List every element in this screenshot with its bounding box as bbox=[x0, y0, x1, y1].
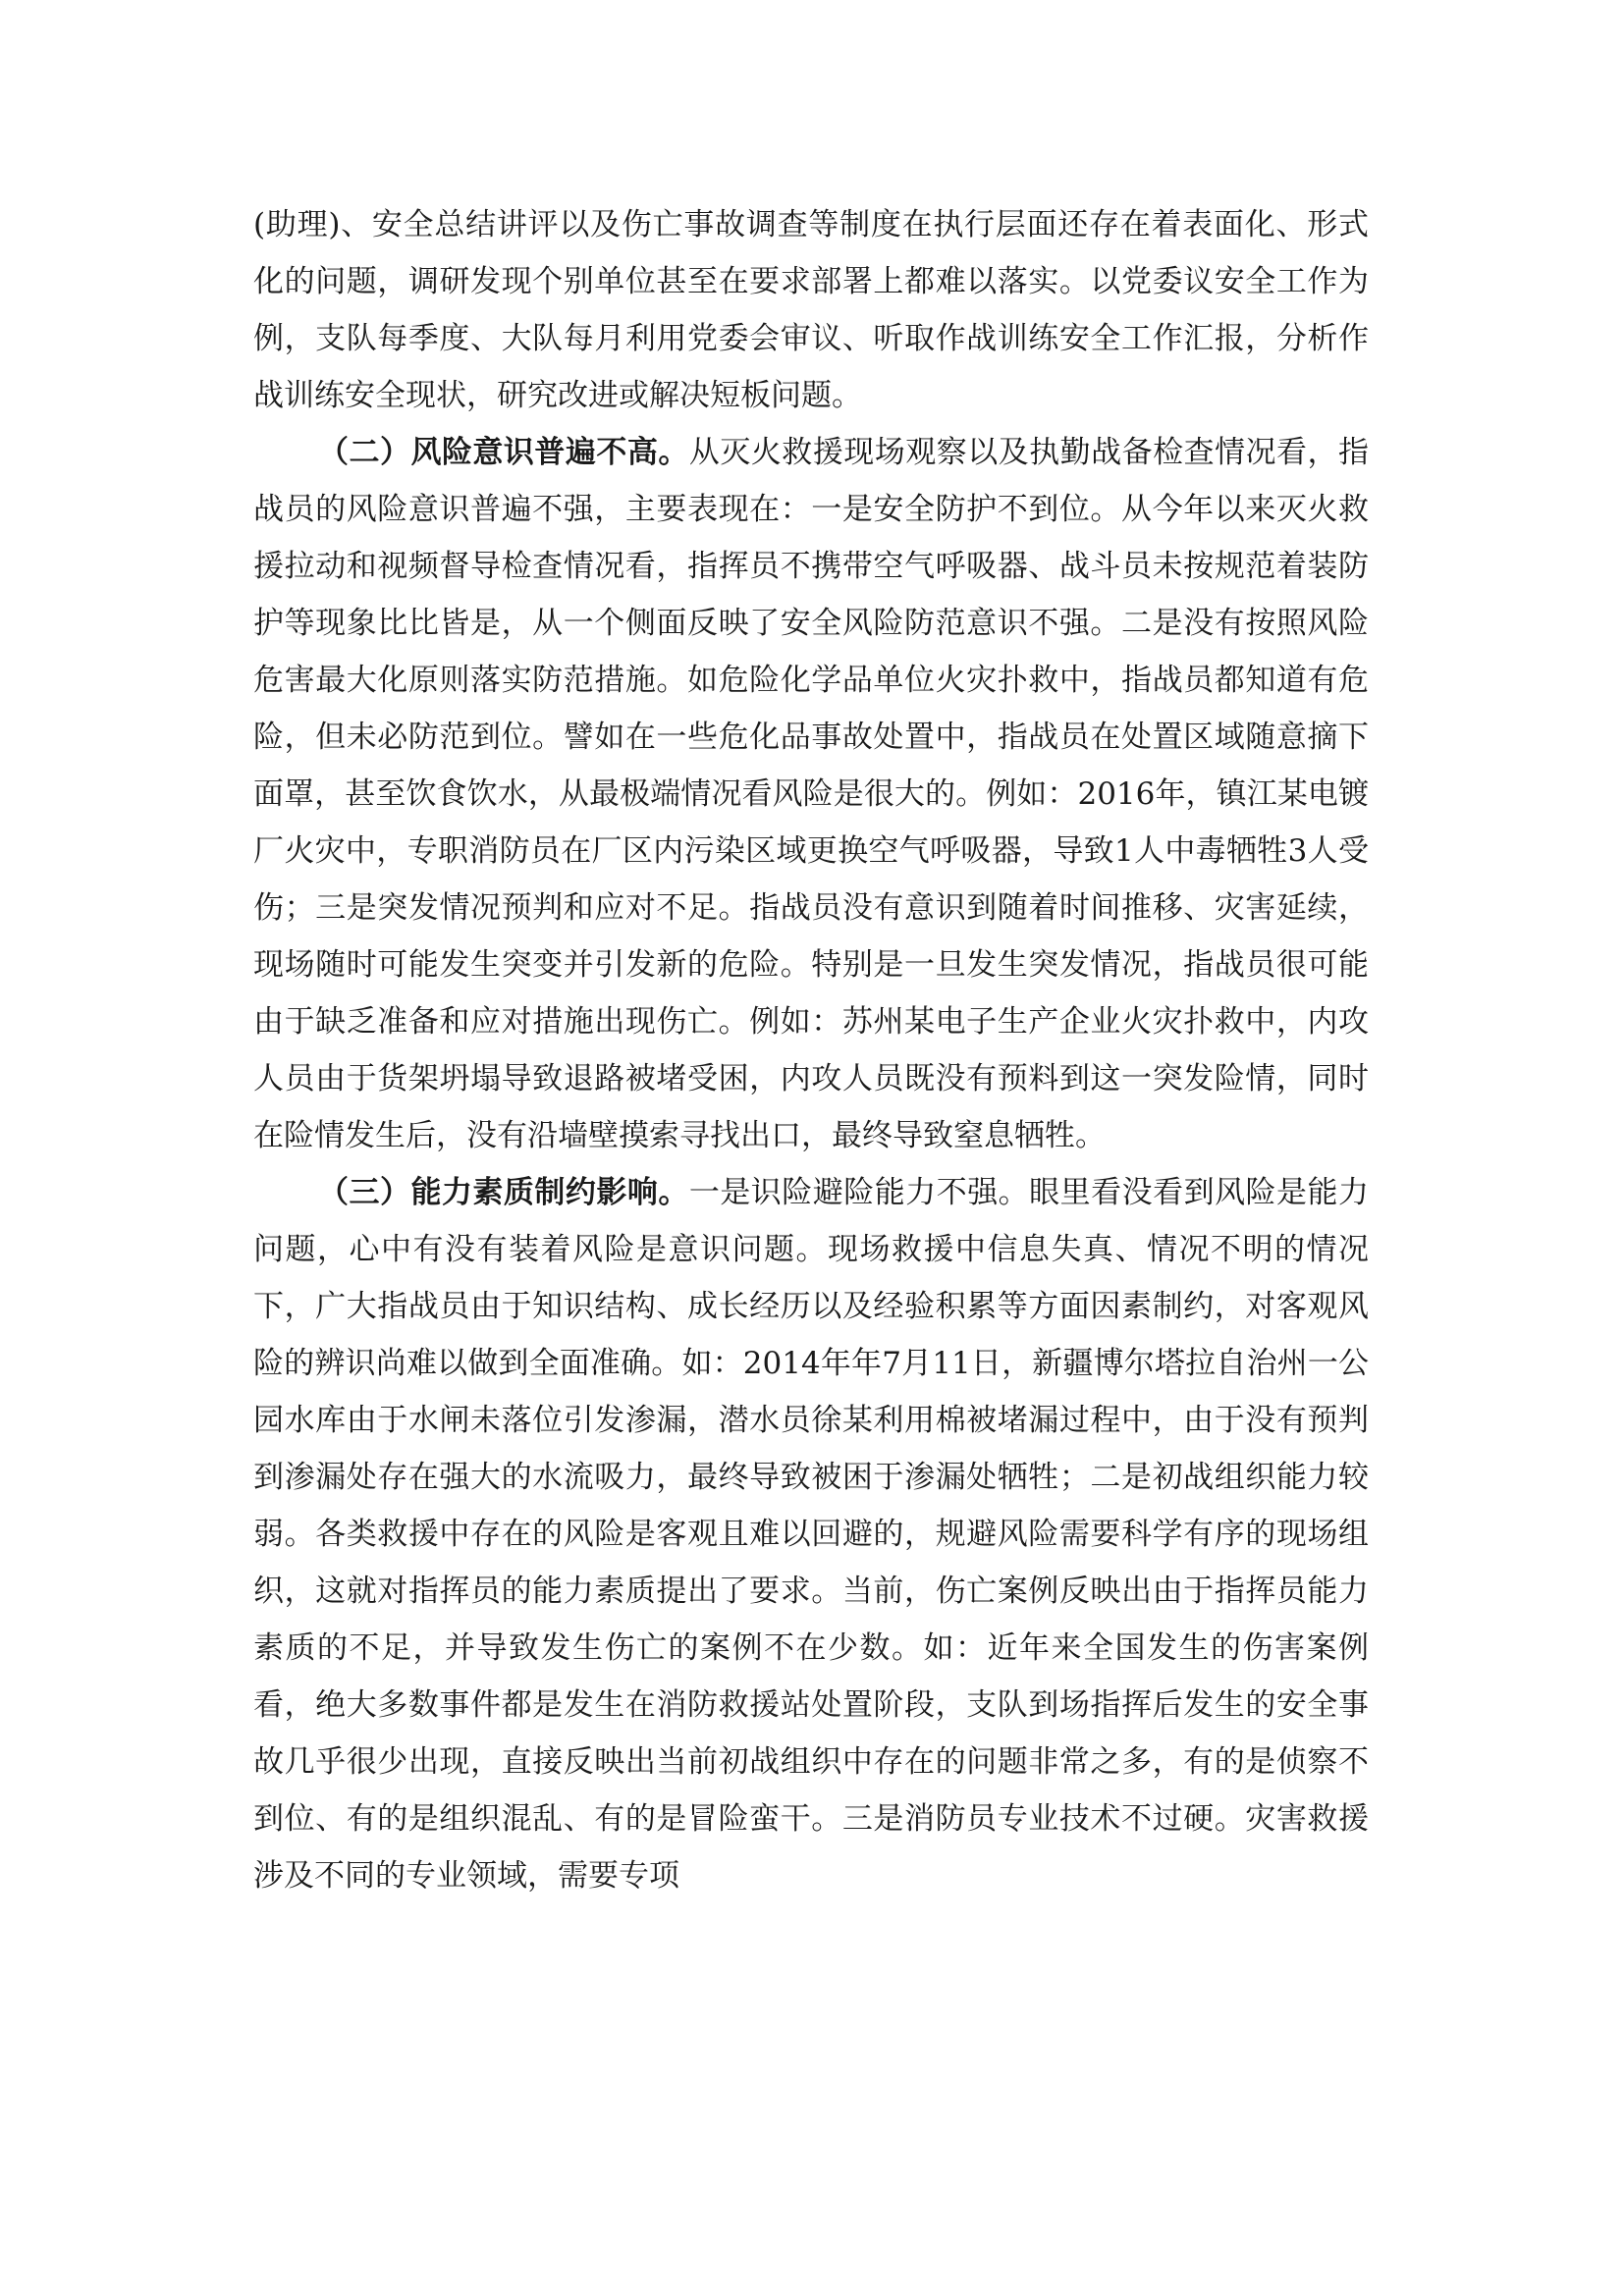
document-page bbox=[253, 196, 1369, 1904]
section-heading: （三）能力素质制约影响。 bbox=[318, 1175, 689, 1210]
paragraph-text: 从灭火救援现场观察以及执勤战备检查情况看，指战员的风险意识普遍不强，主要表现在：一是安全防护不到位。从今年以来灭火救援拉动和视频督导检查情况看，指挥员不携带空气呼吸器、战斗员未按规范着装防护等现象比比皆是，从一个侧面反映了安全风险防范意识不强。二是没有按照风险危害最大化原则落实防范措施。如危险化学品单位火灾扑救中，指战员都知道有危险，但未必防范到位。譬如在一些危化品事故处置中，指战员在处置区域随意摘下面罩，甚至饮食饮水，从最极端情况看风险是很大的。例如：2016年，镇江某电镀厂火灾中，专职消防员在厂区内污染区域更换空气呼吸器，导致1人中毒牺牲3人受伤；三是突发情况预判和应对不足。指战员没有意识到随着时间推移、灾害延续，现场随时可能发生突变并引发新的危险。特别是一旦发生突发情况，指战员很可能由于缺乏准备和应对措施出现伤亡。例如：苏州某电子生产企业火灾扑救中，内攻人员由于货架坍塌导致退路被堵受困，内攻人员既没有预料到这一突发险情，同时在险情发生后，没有沿墙壁摸索寻找出口，最终导致窒息牺牲。 bbox=[253, 435, 1370, 1153]
section-heading: （二）风险意识普遍不高。 bbox=[318, 435, 689, 470]
paragraph-text: 一是识险避险能力不强。眼里看没看到风险是能力问题，心中有没有装着风险是意识问题。现场救援中信息失真、情况不明的情况下，广大指战员由于知识结构、成长经历以及经验积累等方面因素制约，对客观风险的辨识尚难以做到全面准确。如：2014年年7月11日，新疆博尔塔拉自治州一公园水库由于水闸未落位引发渗漏，潜水员徐某利用棉被堵漏过程中，由于没有预判到渗漏处存在强大的水流吸力，最终导致被困于渗漏处牺牲；二是初战组织能力较弱。各类救援中存在的风险是客观且难以回避的，规避风险需要科学有序的现场组织，这就对指挥员的能力素质提出了要求。当前，伤亡案例反映出由于指挥员能力素质的不足，并导致发生伤亡的案例不在少数。如：近年来全国发生的伤害案例看，绝大多数事件都是发生在消防救援站处置阶段，支队到场指挥后发生的安全事故几乎很少出现，直接反映出当前初战组织中存在的问题非常之多，有的是侦察不到位、有的是组织混乱、有的是冒险蛮干。三是消防员专业技术不过硬。灾害救援涉及不同的专业领域，需要专项 bbox=[253, 1175, 1370, 1894]
paragraph-continuation bbox=[253, 196, 1369, 424]
paragraph-risk-awareness bbox=[253, 424, 1369, 1164]
paragraph-text: (助理)、安全总结讲评以及伤亡事故调查等制度在执行层面还存在着表面化、形式化的问题，调研发现个别单位甚至在要求部署上都难以落实。以党委议安全工作为例，支队每季度、大队每月利用党委会审议、听取作战训练安全工作汇报，分析作战训练安全现状，研究改进或解决短板问题。 bbox=[253, 207, 1369, 413]
paragraph-capability bbox=[253, 1164, 1369, 1904]
